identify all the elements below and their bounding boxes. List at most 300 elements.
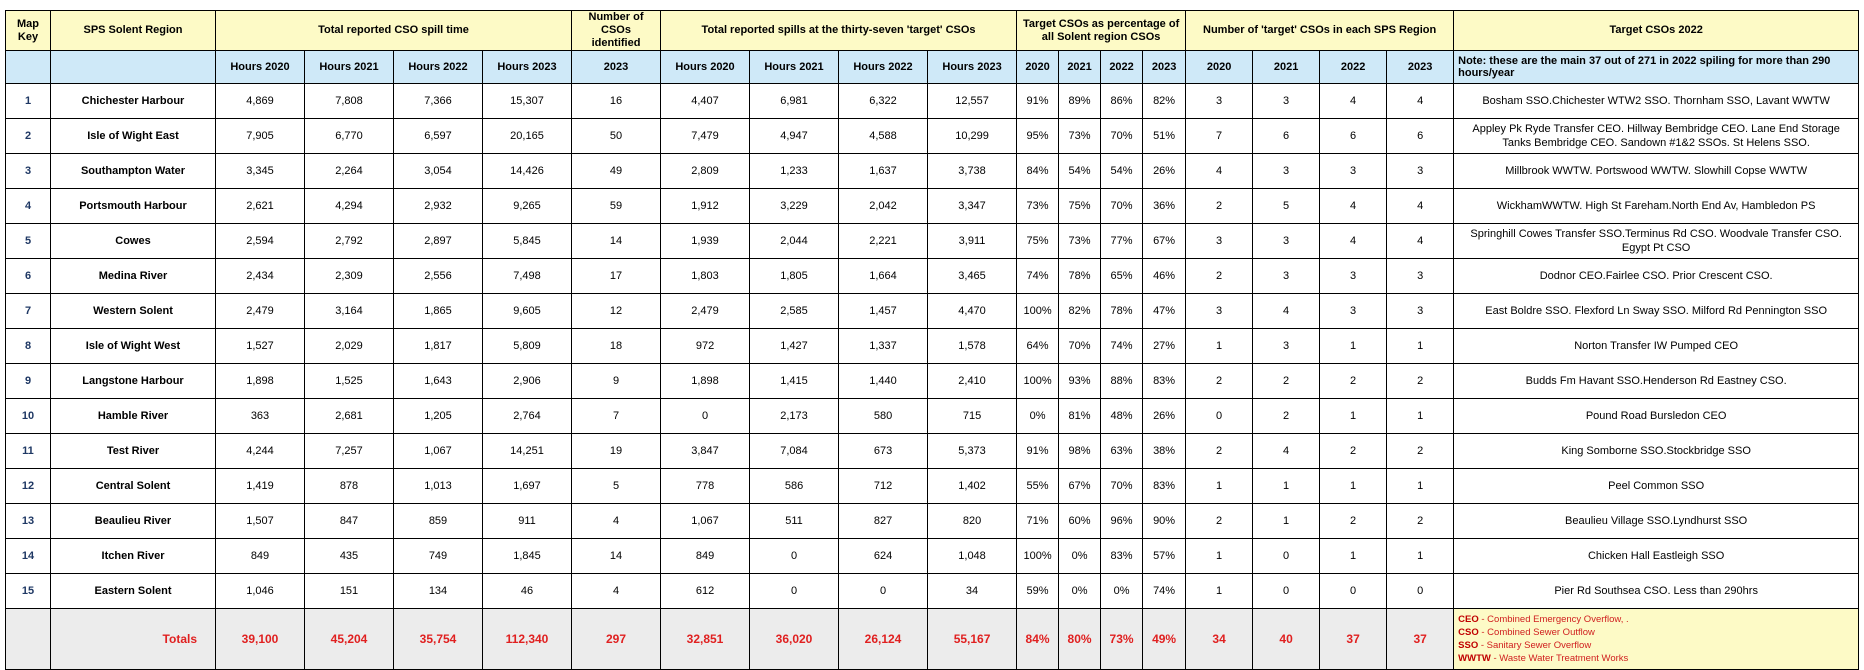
- subheader-spill-2023[interactable]: Hours 2023: [483, 51, 572, 84]
- target-pct-cell[interactable]: 70%: [1101, 119, 1143, 154]
- target-pct-cell[interactable]: 48%: [1101, 399, 1143, 434]
- target-pct-cell[interactable]: 74%: [1017, 259, 1059, 294]
- target-pct-cell[interactable]: 54%: [1059, 154, 1101, 189]
- target-spill-cell[interactable]: 2,809: [661, 154, 750, 189]
- cso-count-cell[interactable]: 19: [572, 434, 661, 469]
- cso-count-cell[interactable]: 7: [572, 399, 661, 434]
- cso-count-cell[interactable]: 18: [572, 329, 661, 364]
- totals-spill-2023[interactable]: 112,340: [483, 609, 572, 670]
- target-count-cell[interactable]: 1: [1387, 469, 1454, 504]
- target-spill-cell[interactable]: 3,229: [750, 189, 839, 224]
- target-pct-cell[interactable]: 59%: [1017, 574, 1059, 609]
- target-pct-cell[interactable]: 78%: [1101, 294, 1143, 329]
- target-count-cell[interactable]: 6: [1320, 119, 1387, 154]
- spill-hours-cell[interactable]: 2,556: [394, 259, 483, 294]
- header-num-target[interactable]: Number of 'target' CSOs in each SPS Region: [1186, 11, 1454, 51]
- target-pct-cell[interactable]: 75%: [1017, 224, 1059, 259]
- target-spill-cell[interactable]: 1,427: [750, 329, 839, 364]
- spill-hours-cell[interactable]: 4,869: [216, 84, 305, 119]
- target-count-cell[interactable]: 2: [1320, 504, 1387, 539]
- spill-hours-cell[interactable]: 151: [305, 574, 394, 609]
- spill-hours-cell[interactable]: 7,257: [305, 434, 394, 469]
- target-count-cell[interactable]: 4: [1320, 84, 1387, 119]
- target-pct-cell[interactable]: 26%: [1143, 154, 1186, 189]
- subheader-target-2023[interactable]: Hours 2023: [928, 51, 1017, 84]
- spill-hours-cell[interactable]: 435: [305, 539, 394, 574]
- target-count-cell[interactable]: 2: [1186, 504, 1253, 539]
- region-name-cell[interactable]: Hamble River: [51, 399, 216, 434]
- target-pct-cell[interactable]: 95%: [1017, 119, 1059, 154]
- subheader-target-2021[interactable]: Hours 2021: [750, 51, 839, 84]
- target-spill-cell[interactable]: 2,585: [750, 294, 839, 329]
- target-spill-cell[interactable]: 2,044: [750, 224, 839, 259]
- target-pct-cell[interactable]: 55%: [1017, 469, 1059, 504]
- map-key-cell[interactable]: 4: [6, 189, 51, 224]
- target-pct-cell[interactable]: 82%: [1143, 84, 1186, 119]
- target-count-cell[interactable]: 3: [1387, 259, 1454, 294]
- target-spill-cell[interactable]: 7,479: [661, 119, 750, 154]
- spill-hours-cell[interactable]: 849: [216, 539, 305, 574]
- target-count-cell[interactable]: 3: [1186, 84, 1253, 119]
- target-count-cell[interactable]: 2: [1186, 259, 1253, 294]
- cso-count-cell[interactable]: 17: [572, 259, 661, 294]
- region-name-cell[interactable]: Cowes: [51, 224, 216, 259]
- target-cso-names-cell[interactable]: Pier Rd Southsea CSO. Less than 290hrs: [1454, 574, 1859, 609]
- spill-hours-cell[interactable]: 2,479: [216, 294, 305, 329]
- spill-hours-cell[interactable]: 1,697: [483, 469, 572, 504]
- totals-spill-2020[interactable]: 39,100: [216, 609, 305, 670]
- target-count-cell[interactable]: 1: [1253, 469, 1320, 504]
- target-pct-cell[interactable]: 98%: [1059, 434, 1101, 469]
- spill-hours-cell[interactable]: 2,932: [394, 189, 483, 224]
- subheader-blank-region[interactable]: [51, 51, 216, 84]
- cso-count-cell[interactable]: 4: [572, 504, 661, 539]
- target-count-cell[interactable]: 1: [1387, 329, 1454, 364]
- map-key-cell[interactable]: 7: [6, 294, 51, 329]
- header-target-spills[interactable]: Total reported spills at the thirty-seven 'target' CSOs: [661, 11, 1017, 51]
- spill-hours-cell[interactable]: 2,434: [216, 259, 305, 294]
- subheader-count-2022[interactable]: 2022: [1320, 51, 1387, 84]
- target-count-cell[interactable]: 4: [1253, 294, 1320, 329]
- map-key-cell[interactable]: 6: [6, 259, 51, 294]
- target-pct-cell[interactable]: 47%: [1143, 294, 1186, 329]
- target-count-cell[interactable]: 4: [1387, 224, 1454, 259]
- target-count-cell[interactable]: 1: [1320, 539, 1387, 574]
- spill-hours-cell[interactable]: 911: [483, 504, 572, 539]
- target-spill-cell[interactable]: 3,738: [928, 154, 1017, 189]
- map-key-cell[interactable]: 12: [6, 469, 51, 504]
- target-cso-names-cell[interactable]: East Boldre SSO. Flexford Ln Sway SSO. Milford Rd Pennington SSO: [1454, 294, 1859, 329]
- spill-hours-cell[interactable]: 2,621: [216, 189, 305, 224]
- spill-hours-cell[interactable]: 859: [394, 504, 483, 539]
- target-count-cell[interactable]: 3: [1253, 224, 1320, 259]
- target-pct-cell[interactable]: 77%: [1101, 224, 1143, 259]
- region-name-cell[interactable]: Beaulieu River: [51, 504, 216, 539]
- target-spill-cell[interactable]: 511: [750, 504, 839, 539]
- totals-target-2021[interactable]: 36,020: [750, 609, 839, 670]
- target-spill-cell[interactable]: 3,465: [928, 259, 1017, 294]
- spill-hours-cell[interactable]: 1,817: [394, 329, 483, 364]
- target-count-cell[interactable]: 0: [1320, 574, 1387, 609]
- target-count-cell[interactable]: 4: [1320, 224, 1387, 259]
- header-spill-time[interactable]: Total reported CSO spill time: [216, 11, 572, 51]
- target-spill-cell[interactable]: 1,664: [839, 259, 928, 294]
- target-spill-cell[interactable]: 34: [928, 574, 1017, 609]
- target-spill-cell[interactable]: 4,407: [661, 84, 750, 119]
- spill-hours-cell[interactable]: 46: [483, 574, 572, 609]
- subheader-pct-2023[interactable]: 2023: [1143, 51, 1186, 84]
- spill-hours-cell[interactable]: 15,307: [483, 84, 572, 119]
- map-key-cell[interactable]: 5: [6, 224, 51, 259]
- target-count-cell[interactable]: 1: [1320, 469, 1387, 504]
- target-pct-cell[interactable]: 75%: [1059, 189, 1101, 224]
- target-spill-cell[interactable]: 827: [839, 504, 928, 539]
- target-spill-cell[interactable]: 1,939: [661, 224, 750, 259]
- totals-target-2022[interactable]: 26,124: [839, 609, 928, 670]
- target-count-cell[interactable]: 2: [1320, 434, 1387, 469]
- spill-hours-cell[interactable]: 2,309: [305, 259, 394, 294]
- target-spill-cell[interactable]: 10,299: [928, 119, 1017, 154]
- spill-hours-cell[interactable]: 7,498: [483, 259, 572, 294]
- target-pct-cell[interactable]: 67%: [1059, 469, 1101, 504]
- target-pct-cell[interactable]: 89%: [1059, 84, 1101, 119]
- subheader-target-2020[interactable]: Hours 2020: [661, 51, 750, 84]
- subheader-pct-2020[interactable]: 2020: [1017, 51, 1059, 84]
- target-spill-cell[interactable]: 586: [750, 469, 839, 504]
- target-count-cell[interactable]: 3: [1320, 154, 1387, 189]
- totals-spill-2022[interactable]: 35,754: [394, 609, 483, 670]
- spill-hours-cell[interactable]: 2,792: [305, 224, 394, 259]
- region-name-cell[interactable]: Isle of Wight East: [51, 119, 216, 154]
- target-spill-cell[interactable]: 1,457: [839, 294, 928, 329]
- target-count-cell[interactable]: 3: [1320, 294, 1387, 329]
- target-pct-cell[interactable]: 73%: [1059, 224, 1101, 259]
- target-count-cell[interactable]: 3: [1387, 154, 1454, 189]
- target-cso-names-cell[interactable]: Chicken Hall Eastleigh SSO: [1454, 539, 1859, 574]
- target-count-cell[interactable]: 7: [1186, 119, 1253, 154]
- target-count-cell[interactable]: 3: [1186, 224, 1253, 259]
- spill-hours-cell[interactable]: 20,165: [483, 119, 572, 154]
- region-name-cell[interactable]: Eastern Solent: [51, 574, 216, 609]
- region-name-cell[interactable]: Medina River: [51, 259, 216, 294]
- totals-pct-2020[interactable]: 84%: [1017, 609, 1059, 670]
- subheader-pct-2022[interactable]: 2022: [1101, 51, 1143, 84]
- target-spill-cell[interactable]: 624: [839, 539, 928, 574]
- target-spill-cell[interactable]: 712: [839, 469, 928, 504]
- target-count-cell[interactable]: 2: [1253, 364, 1320, 399]
- cso-count-cell[interactable]: 49: [572, 154, 661, 189]
- target-count-cell[interactable]: 0: [1253, 574, 1320, 609]
- target-spill-cell[interactable]: 580: [839, 399, 928, 434]
- spill-hours-cell[interactable]: 878: [305, 469, 394, 504]
- spill-hours-cell[interactable]: 7,366: [394, 84, 483, 119]
- spill-hours-cell[interactable]: 1,507: [216, 504, 305, 539]
- target-pct-cell[interactable]: 100%: [1017, 364, 1059, 399]
- target-count-cell[interactable]: 4: [1253, 434, 1320, 469]
- spill-hours-cell[interactable]: 14,251: [483, 434, 572, 469]
- target-pct-cell[interactable]: 64%: [1017, 329, 1059, 364]
- target-spill-cell[interactable]: 1,578: [928, 329, 1017, 364]
- header-target-2022[interactable]: Target CSOs 2022: [1454, 11, 1859, 51]
- subheader-csos-2023[interactable]: 2023: [572, 51, 661, 84]
- region-name-cell[interactable]: Central Solent: [51, 469, 216, 504]
- target-pct-cell[interactable]: 70%: [1101, 189, 1143, 224]
- target-pct-cell[interactable]: 91%: [1017, 84, 1059, 119]
- target-count-cell[interactable]: 0: [1186, 399, 1253, 434]
- target-count-cell[interactable]: 2: [1186, 434, 1253, 469]
- map-key-cell[interactable]: 10: [6, 399, 51, 434]
- region-name-cell[interactable]: Isle of Wight West: [51, 329, 216, 364]
- target-spill-cell[interactable]: 1,898: [661, 364, 750, 399]
- target-cso-names-cell[interactable]: Beaulieu Village SSO.Lyndhurst SSO: [1454, 504, 1859, 539]
- totals-target-2023[interactable]: 55,167: [928, 609, 1017, 670]
- target-count-cell[interactable]: 2: [1387, 434, 1454, 469]
- region-name-cell[interactable]: Itchen River: [51, 539, 216, 574]
- target-count-cell[interactable]: 3: [1320, 259, 1387, 294]
- target-pct-cell[interactable]: 83%: [1143, 364, 1186, 399]
- spill-hours-cell[interactable]: 4,244: [216, 434, 305, 469]
- totals-target-2020[interactable]: 32,851: [661, 609, 750, 670]
- target-spill-cell[interactable]: 1,233: [750, 154, 839, 189]
- target-cso-names-cell[interactable]: WickhamWWTW. High St Fareham.North End Av, Hambledon PS: [1454, 189, 1859, 224]
- target-count-cell[interactable]: 2: [1186, 189, 1253, 224]
- target-count-cell[interactable]: 1: [1186, 574, 1253, 609]
- cso-count-cell[interactable]: 12: [572, 294, 661, 329]
- target-spill-cell[interactable]: 2,221: [839, 224, 928, 259]
- totals-pct-2023[interactable]: 49%: [1143, 609, 1186, 670]
- target-pct-cell[interactable]: 86%: [1101, 84, 1143, 119]
- spill-hours-cell[interactable]: 749: [394, 539, 483, 574]
- target-spill-cell[interactable]: 4,470: [928, 294, 1017, 329]
- spill-hours-cell[interactable]: 2,594: [216, 224, 305, 259]
- target-pct-cell[interactable]: 0%: [1017, 399, 1059, 434]
- target-spill-cell[interactable]: 12,557: [928, 84, 1017, 119]
- target-count-cell[interactable]: 4: [1186, 154, 1253, 189]
- target-pct-cell[interactable]: 60%: [1059, 504, 1101, 539]
- target-count-cell[interactable]: 4: [1387, 84, 1454, 119]
- target-spill-cell[interactable]: 0: [750, 574, 839, 609]
- target-cso-names-cell[interactable]: Peel Common SSO: [1454, 469, 1859, 504]
- target-pct-cell[interactable]: 84%: [1017, 154, 1059, 189]
- spill-hours-cell[interactable]: 1,525: [305, 364, 394, 399]
- target-spill-cell[interactable]: 612: [661, 574, 750, 609]
- target-count-cell[interactable]: 2: [1186, 364, 1253, 399]
- region-name-cell[interactable]: Southampton Water: [51, 154, 216, 189]
- target-count-cell[interactable]: 3: [1253, 84, 1320, 119]
- target-pct-cell[interactable]: 100%: [1017, 294, 1059, 329]
- map-key-cell[interactable]: 8: [6, 329, 51, 364]
- target-count-cell[interactable]: 6: [1387, 119, 1454, 154]
- target-count-cell[interactable]: 3: [1186, 294, 1253, 329]
- totals-count-2021[interactable]: 40: [1253, 609, 1320, 670]
- target-cso-names-cell[interactable]: King Somborne SSO.Stockbridge SSO: [1454, 434, 1859, 469]
- subheader-note[interactable]: Note: these are the main 37 out of 271 in 2022 spiling for more than 290 hours/year: [1454, 51, 1859, 84]
- target-spill-cell[interactable]: 1,912: [661, 189, 750, 224]
- spill-hours-cell[interactable]: 14,426: [483, 154, 572, 189]
- target-pct-cell[interactable]: 36%: [1143, 189, 1186, 224]
- spill-hours-cell[interactable]: 4,294: [305, 189, 394, 224]
- target-cso-names-cell[interactable]: Bosham SSO.Chichester WTW2 SSO. Thornham SSO, Lavant WWTW: [1454, 84, 1859, 119]
- map-key-cell[interactable]: 11: [6, 434, 51, 469]
- target-spill-cell[interactable]: 1,067: [661, 504, 750, 539]
- target-count-cell[interactable]: 2: [1387, 364, 1454, 399]
- spill-hours-cell[interactable]: 2,897: [394, 224, 483, 259]
- spill-hours-cell[interactable]: 1,845: [483, 539, 572, 574]
- target-count-cell[interactable]: 3: [1253, 259, 1320, 294]
- spill-hours-cell[interactable]: 1,013: [394, 469, 483, 504]
- target-pct-cell[interactable]: 93%: [1059, 364, 1101, 399]
- target-spill-cell[interactable]: 5,373: [928, 434, 1017, 469]
- spill-hours-cell[interactable]: 9,265: [483, 189, 572, 224]
- header-region[interactable]: SPS Solent Region: [51, 11, 216, 51]
- target-spill-cell[interactable]: 2,479: [661, 294, 750, 329]
- region-name-cell[interactable]: Western Solent: [51, 294, 216, 329]
- totals-blank-cell[interactable]: [6, 609, 51, 670]
- target-spill-cell[interactable]: 1,637: [839, 154, 928, 189]
- target-spill-cell[interactable]: 1,415: [750, 364, 839, 399]
- spill-hours-cell[interactable]: 1,898: [216, 364, 305, 399]
- spill-hours-cell[interactable]: 3,054: [394, 154, 483, 189]
- target-count-cell[interactable]: 1: [1387, 399, 1454, 434]
- totals-count-2020[interactable]: 34: [1186, 609, 1253, 670]
- target-pct-cell[interactable]: 74%: [1101, 329, 1143, 364]
- target-pct-cell[interactable]: 46%: [1143, 259, 1186, 294]
- target-cso-names-cell[interactable]: Springhill Cowes Transfer SSO.Terminus Rd CSO. Woodvale Transfer CSO. Egypt Pt CSO: [1454, 224, 1859, 259]
- spill-hours-cell[interactable]: 847: [305, 504, 394, 539]
- target-count-cell[interactable]: 3: [1253, 154, 1320, 189]
- spill-hours-cell[interactable]: 2,681: [305, 399, 394, 434]
- target-pct-cell[interactable]: 27%: [1143, 329, 1186, 364]
- target-spill-cell[interactable]: 1,803: [661, 259, 750, 294]
- cso-count-cell[interactable]: 59: [572, 189, 661, 224]
- target-pct-cell[interactable]: 63%: [1101, 434, 1143, 469]
- spill-hours-cell[interactable]: 1,643: [394, 364, 483, 399]
- target-spill-cell[interactable]: 0: [661, 399, 750, 434]
- totals-count-2022[interactable]: 37: [1320, 609, 1387, 670]
- subheader-blank-key[interactable]: [6, 51, 51, 84]
- target-pct-cell[interactable]: 83%: [1143, 469, 1186, 504]
- header-num-csos[interactable]: Number of CSOs identified: [572, 11, 661, 51]
- target-cso-names-cell[interactable]: Millbrook WWTW. Portswood WWTW. Slowhill Copse WWTW: [1454, 154, 1859, 189]
- target-spill-cell[interactable]: 715: [928, 399, 1017, 434]
- target-count-cell[interactable]: 3: [1387, 294, 1454, 329]
- target-spill-cell[interactable]: 2,410: [928, 364, 1017, 399]
- cso-count-cell[interactable]: 50: [572, 119, 661, 154]
- target-count-cell[interactable]: 1: [1186, 469, 1253, 504]
- target-pct-cell[interactable]: 67%: [1143, 224, 1186, 259]
- target-spill-cell[interactable]: 1,402: [928, 469, 1017, 504]
- target-pct-cell[interactable]: 83%: [1101, 539, 1143, 574]
- target-spill-cell[interactable]: 6,981: [750, 84, 839, 119]
- spill-hours-cell[interactable]: 7,808: [305, 84, 394, 119]
- spill-hours-cell[interactable]: 1,419: [216, 469, 305, 504]
- target-pct-cell[interactable]: 91%: [1017, 434, 1059, 469]
- target-spill-cell[interactable]: 2,042: [839, 189, 928, 224]
- spill-hours-cell[interactable]: 3,164: [305, 294, 394, 329]
- spill-hours-cell[interactable]: 5,845: [483, 224, 572, 259]
- target-count-cell[interactable]: 3: [1253, 329, 1320, 364]
- totals-pct-2022[interactable]: 73%: [1101, 609, 1143, 670]
- target-pct-cell[interactable]: 70%: [1101, 469, 1143, 504]
- target-pct-cell[interactable]: 65%: [1101, 259, 1143, 294]
- target-spill-cell[interactable]: 4,947: [750, 119, 839, 154]
- target-spill-cell[interactable]: 6,322: [839, 84, 928, 119]
- target-spill-cell[interactable]: 7,084: [750, 434, 839, 469]
- spill-hours-cell[interactable]: 1,046: [216, 574, 305, 609]
- target-count-cell[interactable]: 2: [1387, 504, 1454, 539]
- target-count-cell[interactable]: 0: [1253, 539, 1320, 574]
- totals-count-2023[interactable]: 37: [1387, 609, 1454, 670]
- target-pct-cell[interactable]: 100%: [1017, 539, 1059, 574]
- target-pct-cell[interactable]: 81%: [1059, 399, 1101, 434]
- cso-count-cell[interactable]: 4: [572, 574, 661, 609]
- target-spill-cell[interactable]: 849: [661, 539, 750, 574]
- target-count-cell[interactable]: 1: [1186, 329, 1253, 364]
- map-key-cell[interactable]: 1: [6, 84, 51, 119]
- map-key-cell[interactable]: 2: [6, 119, 51, 154]
- spill-hours-cell[interactable]: 9,605: [483, 294, 572, 329]
- spill-hours-cell[interactable]: 134: [394, 574, 483, 609]
- map-key-cell[interactable]: 13: [6, 504, 51, 539]
- cso-count-cell[interactable]: 16: [572, 84, 661, 119]
- subheader-count-2021[interactable]: 2021: [1253, 51, 1320, 84]
- target-cso-names-cell[interactable]: Pound Road Bursledon CEO: [1454, 399, 1859, 434]
- target-spill-cell[interactable]: 3,847: [661, 434, 750, 469]
- target-count-cell[interactable]: 4: [1320, 189, 1387, 224]
- target-count-cell[interactable]: 0: [1387, 574, 1454, 609]
- spill-hours-cell[interactable]: 3,345: [216, 154, 305, 189]
- target-pct-cell[interactable]: 88%: [1101, 364, 1143, 399]
- spill-hours-cell[interactable]: 5,809: [483, 329, 572, 364]
- target-pct-cell[interactable]: 73%: [1059, 119, 1101, 154]
- spill-hours-cell[interactable]: 6,597: [394, 119, 483, 154]
- target-pct-cell[interactable]: 70%: [1059, 329, 1101, 364]
- target-spill-cell[interactable]: 4,588: [839, 119, 928, 154]
- target-spill-cell[interactable]: 972: [661, 329, 750, 364]
- target-pct-cell[interactable]: 96%: [1101, 504, 1143, 539]
- subheader-count-2020[interactable]: 2020: [1186, 51, 1253, 84]
- totals-pct-2021[interactable]: 80%: [1059, 609, 1101, 670]
- cso-count-cell[interactable]: 5: [572, 469, 661, 504]
- target-spill-cell[interactable]: 673: [839, 434, 928, 469]
- target-pct-cell[interactable]: 74%: [1143, 574, 1186, 609]
- spill-hours-cell[interactable]: 1,865: [394, 294, 483, 329]
- spill-hours-cell[interactable]: 2,906: [483, 364, 572, 399]
- spill-hours-cell[interactable]: 1,527: [216, 329, 305, 364]
- target-count-cell[interactable]: 1: [1186, 539, 1253, 574]
- abbreviation-legend[interactable]: [1454, 609, 1859, 670]
- region-name-cell[interactable]: Portsmouth Harbour: [51, 189, 216, 224]
- subheader-spill-2021[interactable]: Hours 2021: [305, 51, 394, 84]
- subheader-spill-2020[interactable]: Hours 2020: [216, 51, 305, 84]
- map-key-cell[interactable]: 14: [6, 539, 51, 574]
- target-spill-cell[interactable]: 1,048: [928, 539, 1017, 574]
- target-count-cell[interactable]: 5: [1253, 189, 1320, 224]
- spill-hours-cell[interactable]: 363: [216, 399, 305, 434]
- spill-hours-cell[interactable]: 2,029: [305, 329, 394, 364]
- cso-count-cell[interactable]: 14: [572, 539, 661, 574]
- spill-hours-cell[interactable]: 1,067: [394, 434, 483, 469]
- target-pct-cell[interactable]: 0%: [1059, 574, 1101, 609]
- target-spill-cell[interactable]: 3,911: [928, 224, 1017, 259]
- target-count-cell[interactable]: 4: [1387, 189, 1454, 224]
- target-cso-names-cell[interactable]: Dodnor CEO.Fairlee CSO. Prior Crescent CSO.: [1454, 259, 1859, 294]
- spill-hours-cell[interactable]: 7,905: [216, 119, 305, 154]
- spill-hours-cell[interactable]: 6,770: [305, 119, 394, 154]
- target-count-cell[interactable]: 2: [1253, 399, 1320, 434]
- target-cso-names-cell[interactable]: Appley Pk Ryde Transfer CEO. Hillway Bembridge CEO. Lane End Storage Tanks Bembridge CEO. Sandown #1&2 SSOs. St Helens SSO.: [1454, 119, 1859, 154]
- cso-count-cell[interactable]: 9: [572, 364, 661, 399]
